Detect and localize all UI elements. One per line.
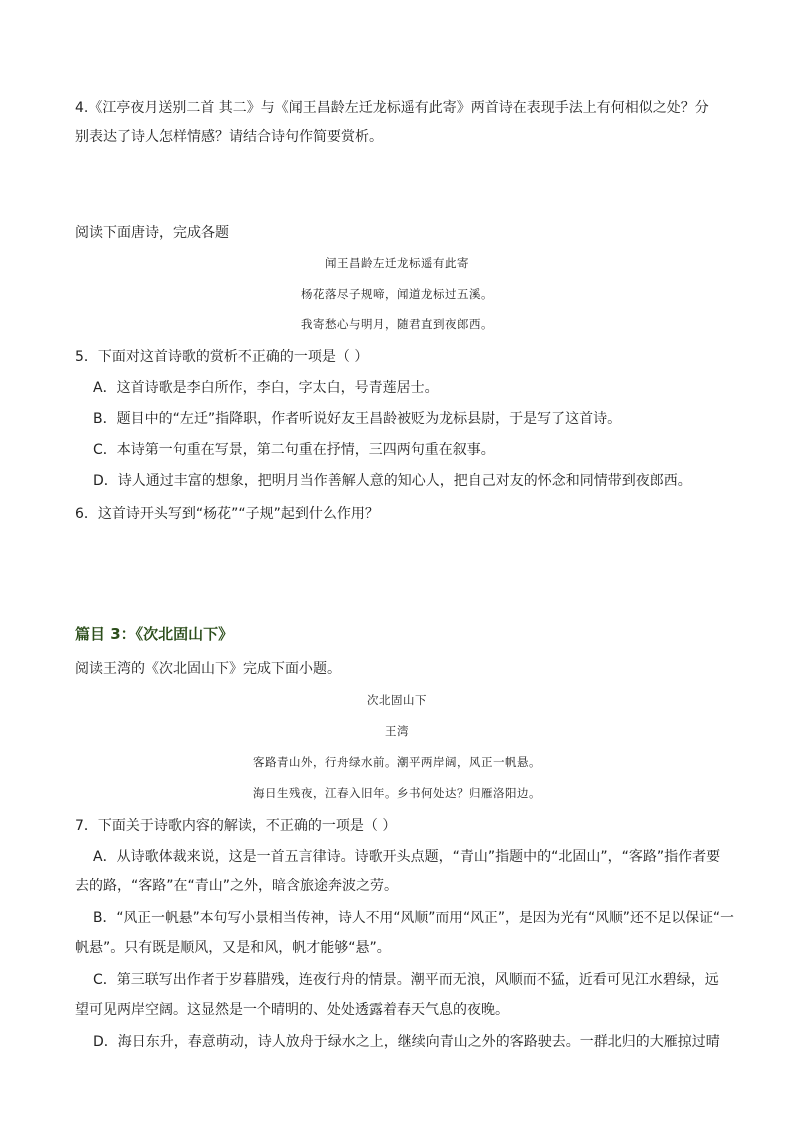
q7-stem: 7．下面关于诗歌内容的解读，不正确的一项是（ ） — [75, 818, 397, 834]
q4-line-1: 4.《江亭夜月送别二首 其二》与《闻王昌龄左迁龙标遥有此寄》两首诗在表现手法上有何相似之处？分 — [75, 100, 709, 116]
q6-stem: 6．这首诗开头写到“杨花”“子规”起到什么作用？ — [75, 506, 379, 522]
q7-option-a-line-1: A．从诗歌体裁来说，这是一首五言律诗。诗歌开头点题，“青山”指题中的“北固山”，“客路”指作者要 — [93, 849, 721, 865]
q7-option-b-line-1: B．“风正一帆悬”本句写小景相当传神，诗人不用“风顺”而用“风正”，是因为光有“风顺”还不足以保证“一 — [93, 910, 734, 926]
poem2-line-1: 客路青山外，行舟绿水前。潮平两岸阔，风正一帆悬。 — [253, 755, 541, 769]
q5-option-c: C．本诗第一句重在写景，第二句重在抒情，三四两句重在叙事。 — [93, 442, 495, 458]
q5-option-b: B．题目中的“左迁”指降职，作者听说好友王昌龄被贬为龙标县尉，于是写了这首诗。 — [93, 411, 622, 427]
poem2-author: 王湾 — [385, 724, 409, 738]
q7-option-d-line-1: D．海日东升，春意萌动，诗人放舟于绿水之上，继续向青山之外的客路驶去。一群北归的大雁掠过晴 — [93, 1034, 720, 1050]
section3-heading: 篇目 3：《次北固山下》 — [75, 625, 234, 643]
poem2-title: 次北固山下 — [367, 693, 427, 707]
q7-option-b-line-2: 帆悬”。只有既是顺风，又是和风，帆才能够“悬”。 — [75, 940, 391, 956]
poem1-line-1: 杨花落尽子规啼，闻道龙标过五溪。 — [301, 287, 493, 301]
poem1-line-2: 我寄愁心与明月，随君直到夜郎西。 — [301, 317, 493, 331]
q7-option-a-line-2: 去的路，“客路”在“青山”之外，暗含旅途奔波之劳。 — [75, 878, 399, 894]
section3-intro: 阅读王湾的《次北固山下》完成下面小题。 — [75, 661, 341, 677]
section2-intro: 阅读下面唐诗，完成各题 — [75, 225, 229, 241]
q5-stem: 5．下面对这首诗歌的赏析不正确的一项是（ ） — [75, 349, 369, 365]
q7-option-c-line-1: C．第三联写出作者于岁暮腊残，连夜行舟的情景。潮平而无浪，风顺而不猛，近看可见江水碧绿，远 — [93, 972, 719, 988]
poem1-title: 闻王昌龄左迁龙标遥有此寄 — [325, 256, 469, 270]
poem2-line-2: 海日生残夜，江春入旧年。乡书何处达？归雁洛阳边。 — [253, 786, 541, 800]
q5-option-d: D．诗人通过丰富的想象，把明月当作善解人意的知心人，把自己对友的怀念和同情带到夜郎西。 — [93, 473, 692, 489]
q5-option-a: A．这首诗歌是李白所作，李白，字太白，号青莲居士。 — [93, 380, 439, 396]
q7-option-c-line-2: 望可见两岸空阔。这显然是一个晴明的、处处透露着春天气息的夜晚。 — [75, 1002, 509, 1018]
q4-line-2: 别表达了诗人怎样情感？请结合诗句作简要赏析。 — [75, 129, 383, 145]
